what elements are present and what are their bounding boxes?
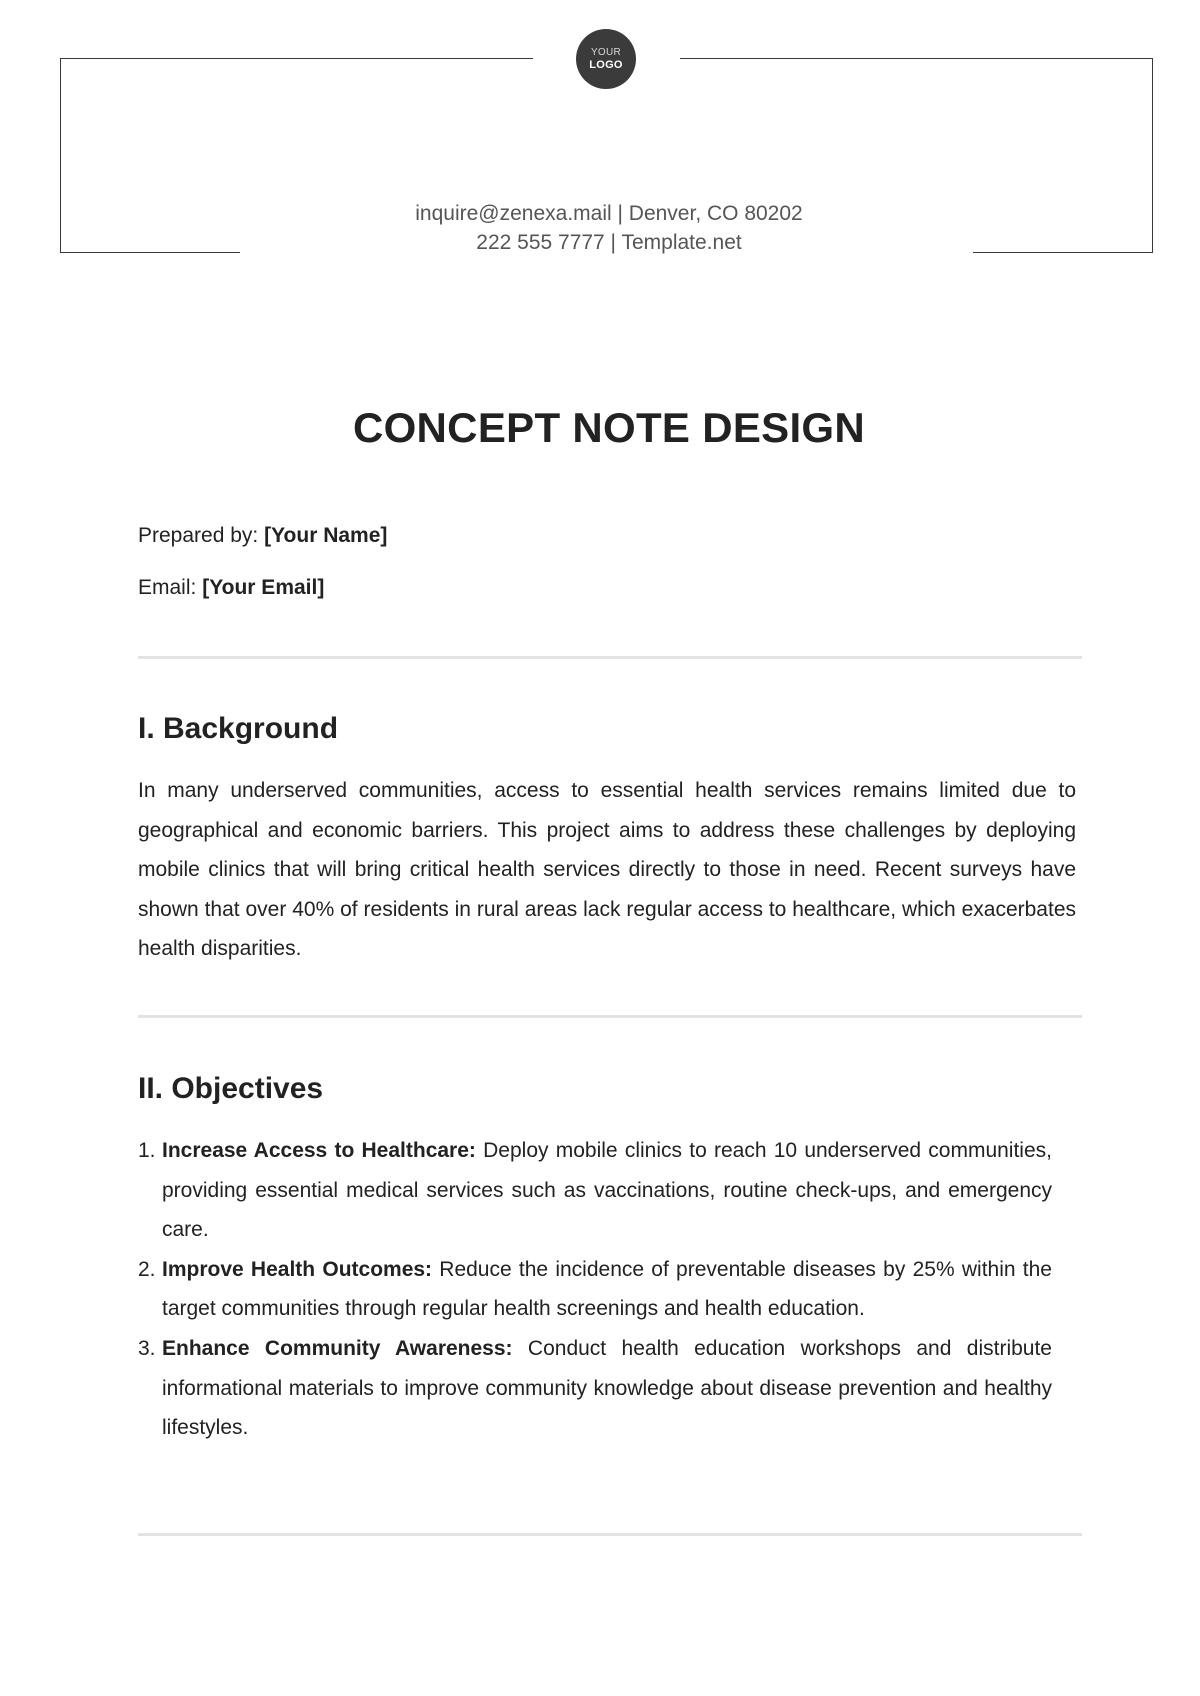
document-title: CONCEPT NOTE DESIGN — [352, 404, 866, 451]
list-item-title: Enhance Community Awareness: — [162, 1336, 528, 1360]
list-item — [138, 1250, 1052, 1329]
section-divider — [138, 1015, 1082, 1018]
email-line — [138, 576, 324, 600]
list-item-text: Conduct health education workshops and distribute informational materials to improve community knowledge about disease prevention and healthy lifestyles. — [162, 1336, 1052, 1440]
list-item-number: 3. — [138, 1336, 156, 1360]
section-divider — [138, 656, 1082, 659]
objectives-heading: II. Objectives — [138, 1072, 324, 1105]
list-item-text: Deploy mobile clinics to reach 10 underserved communities, providing essential medical services such as vaccinations, routine check-ups, and emergency care. — [162, 1139, 1052, 1242]
company-logo — [576, 29, 636, 89]
background-heading: I. Background — [138, 712, 339, 745]
objectives-list — [138, 1131, 1052, 1448]
header-frame-top-left — [60, 58, 533, 59]
contact-line-1: inquire@zenexa.mail | Denver, CO 80202 — [415, 202, 803, 225]
list-item-text: Reduce the incidence of preventable diseases by 25% within the target communities through regular health screenings and health education. — [162, 1257, 1052, 1321]
list-item-number: 2. — [138, 1257, 156, 1281]
contact-line-2: 222 555 7777 | Template.net — [476, 231, 742, 254]
background-paragraph: In many underserved communities, access to essential health services remains limited due to geographical and economic barriers. This project aims to address these challenges by deploying mobile clinics that will bring critical health services directly to those in need. Recent surveys have shown that over 40% of residents in rural areas lack regular access to healthcare, which exacerbates health disparities. — [138, 779, 1076, 961]
list-item — [138, 1329, 1052, 1448]
list-item-title: Improve Health Outcomes: — [162, 1257, 440, 1281]
prepared-by — [138, 524, 387, 548]
section-divider — [138, 1533, 1082, 1536]
list-item-title: Increase Access to Healthcare: — [162, 1139, 484, 1162]
logo-line-2: LOGO — [589, 59, 623, 71]
list-item — [138, 1131, 1052, 1250]
header-frame-top-right — [680, 58, 1153, 59]
logo-line-1: YOUR — [590, 47, 622, 58]
email-label: Email: — [138, 576, 197, 599]
prepared-by-label: Prepared by: — [138, 524, 259, 547]
prepared-by-value: [Your Name] — [264, 524, 388, 547]
list-item-number: 1. — [138, 1139, 156, 1162]
email-value: [Your Email] — [202, 576, 325, 599]
